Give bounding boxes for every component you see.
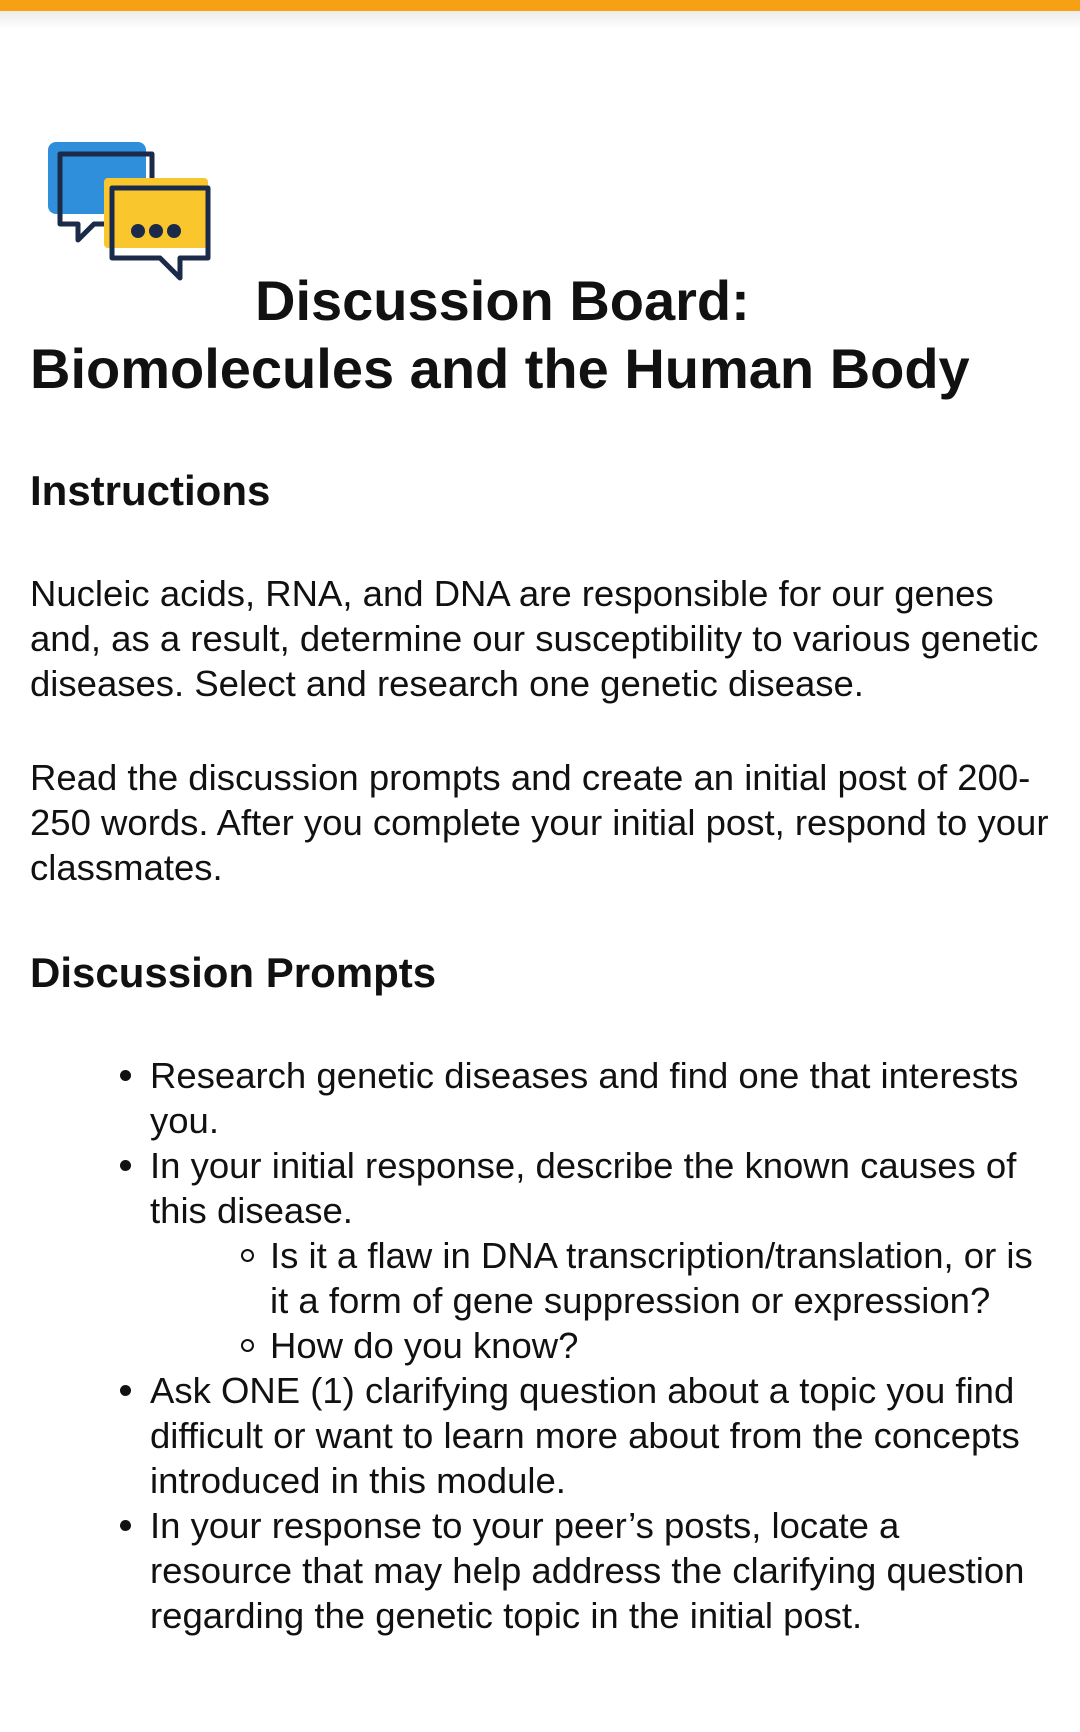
prompt-item — [0, 1143, 1050, 1368]
prompt-item-text: Ask ONE (1) clarifying question about a topic you find difficult or want to learn more about from the concepts introduced in this module. — [150, 1370, 1020, 1501]
prompt-item — [0, 1053, 1050, 1143]
prompt-sub-list — [150, 1233, 1050, 1368]
page-title-line1: Discussion Board: — [255, 269, 750, 332]
prompt-item-text: In your response to your peer’s posts, locate a resource that may help address the clarifying question regarding the genetic topic in the initial post. — [150, 1505, 1025, 1636]
prompt-item — [0, 1503, 1050, 1638]
instructions-heading: Instructions — [30, 467, 271, 514]
discussion-prompts-list — [0, 1053, 1080, 1638]
instructions-paragraph-1: Nucleic acids, RNA, and DNA are responsible for our genes and, as a result, determine our susceptibility to various genetic diseases. Select and research one genetic disease. — [30, 573, 1039, 704]
instructions-paragraph-2: Read the discussion prompts and create an initial post of 200-250 words. After you complete your initial post, respond to your classmates. — [30, 757, 1049, 888]
bullet-icon — [120, 1520, 131, 1531]
page-title-line2: Biomolecules and the Human Body — [30, 337, 970, 400]
bullet-icon — [120, 1070, 131, 1081]
prompt-item-text: In your initial response, describe the known causes of this disease. — [150, 1145, 1017, 1231]
bullet-icon — [120, 1160, 131, 1171]
hollow-bullet-icon — [241, 1339, 254, 1352]
prompt-item — [0, 1368, 1050, 1503]
top-accent-bar — [0, 0, 1080, 11]
prompt-sub-item-text: Is it a flaw in DNA transcription/translation, or is it a form of gene suppression or expression? — [270, 1235, 1033, 1321]
prompt-sub-item — [150, 1323, 1060, 1368]
prompt-sub-item — [150, 1233, 1060, 1323]
chat-bubbles-icon — [48, 140, 216, 282]
top-bar-shadow — [0, 11, 1080, 29]
prompt-sub-item-text: How do you know? — [270, 1325, 579, 1366]
bullet-icon — [120, 1385, 131, 1396]
prompt-item-text: Research genetic diseases and find one that interests you. — [150, 1055, 1019, 1141]
discussion-prompts-heading: Discussion Prompts — [30, 949, 437, 996]
hollow-bullet-icon — [241, 1249, 254, 1262]
